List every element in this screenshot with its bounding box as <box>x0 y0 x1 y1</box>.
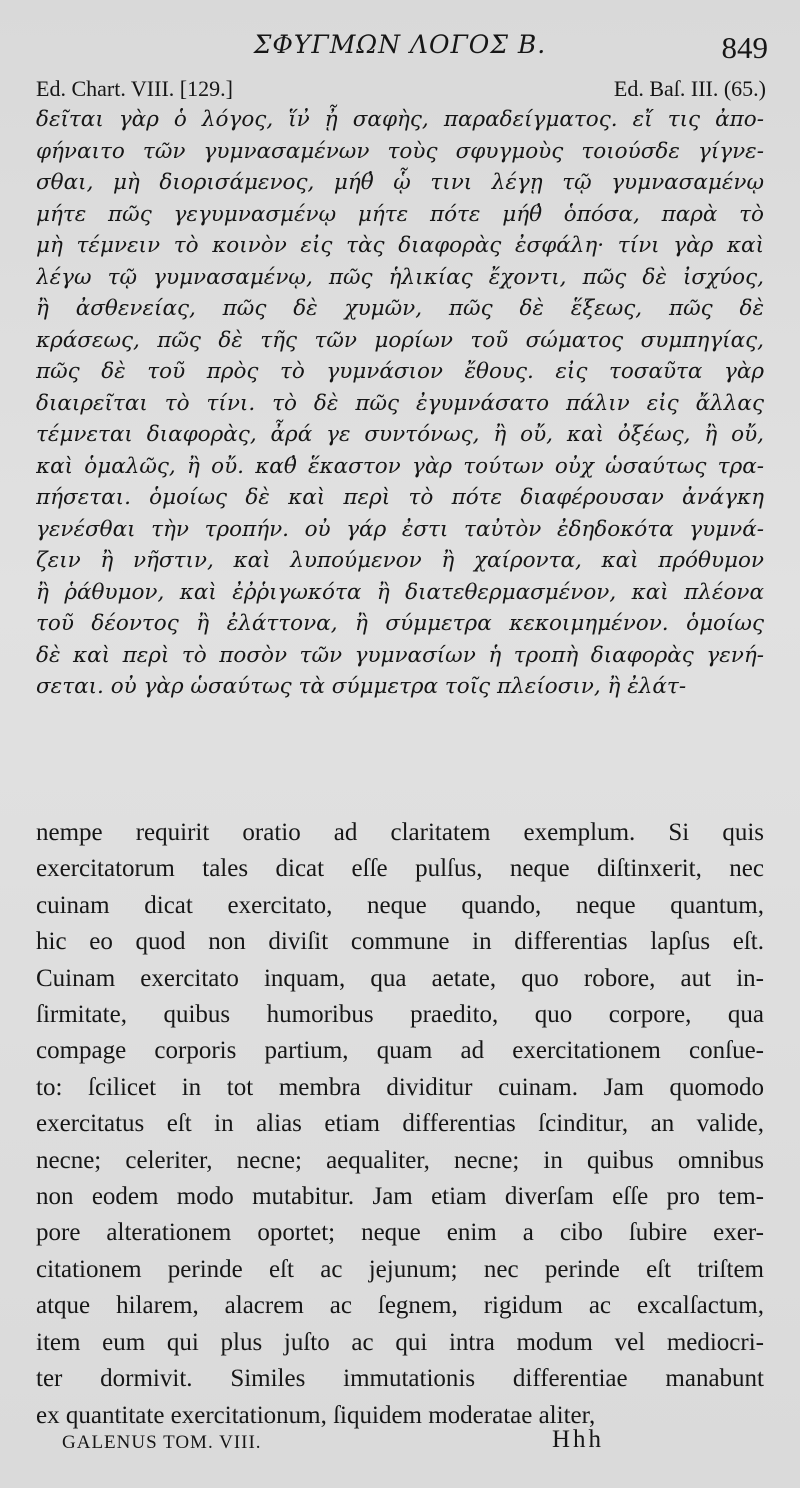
greek-text-line: πῶς δὲ τοῦ πρὸς τὸ γυμνάσιον ἔθους. εἰς τοσαῦτα γὰρ <box>36 359 764 384</box>
latin-text-line: nempe requirit oratio ad claritatem exemplum. Si quis <box>36 819 764 846</box>
greek-text-line: μήτε πῶς γεγυμνασμένῳ μήτε πότε μήθ̓ ὁπόσα, παρὰ τὸ <box>36 201 764 227</box>
greek-text-line: δεῖται γὰρ ὁ λόγος, ἵν̓ ᾖ σαφὴς, παραδείγματος. εἴ τις ἀπο- <box>36 107 764 132</box>
latin-text-line: citationem perinde eſt ac jejunum; nec perinde eſt triſtem <box>36 1255 764 1283</box>
latin-text-line: ter dormivit. Similes immutationis differentiae manabunt <box>36 1365 764 1393</box>
greek-text-line: ἢ ῥάθυμον, καὶ ἐῤῥιγωκότα ἢ διατεθερμασμένον, καὶ πλέονα <box>36 579 764 605</box>
greek-text-line: τοῦ δέοντος ἢ ἐλάττονα, ἢ σύμμετρα κεκοιμημένον. ὁμοίως <box>36 611 764 636</box>
latin-text-line: atque hilarem, alacrem ac ſegnem, rigidum ac excalſactum, <box>36 1292 764 1320</box>
edition-reference-left: Ed. Chart. VIII. [129.] <box>36 76 233 101</box>
greek-text-line: ζειν ἢ νῆστιν, καὶ λυπούμενον ἢ χαίροντα, καὶ πρόθυμον <box>36 548 764 573</box>
latin-text-line: to: ſcilicet in tot membra dividitur cuinam. Jam quomodo <box>36 1073 764 1101</box>
edition-reference-row <box>36 76 766 102</box>
page-number: 849 <box>721 30 768 65</box>
latin-text-line: hic eo quod non diviſit commune in differentias lapſus eſt. <box>36 928 764 956</box>
greek-text-line: μὴ τέμνειν τὸ κοινὸν εἰς τὰς διαφορὰς ἐσφάλη· τίνι γὰρ καὶ <box>36 233 764 258</box>
greek-text-line: γενέσθαι τὴν τροπήν. οὐ γάρ ἐστι ταὐτὸν ἐδηδοκότα γυμνά- <box>36 516 764 542</box>
greek-text-line: καὶ ὁμαλῶς, ἢ οὔ. καθ̓ ἕκαστον γὰρ τούτων οὐχ ὡσαύτως τρα- <box>36 453 764 479</box>
greek-text-line: διαιρεῖται τὸ τίνι. τὸ δὲ πῶς ἐγυμνάσατο πάλιν εἰς ἄλλας <box>36 390 764 416</box>
latin-text-line: item eum qui plus juſto ac qui intra modum vel mediocri- <box>36 1328 764 1356</box>
greek-text-line: κράσεως, πῶς δὲ τῆς τῶν μορίων τοῦ σώματος συμπηγίας, <box>36 327 764 353</box>
latin-text-line: cuinam dicat exercitato, neque quando, neque quantum, <box>36 891 764 919</box>
greek-text-block <box>36 104 764 703</box>
latin-text-line: ſirmitate, quibus humoribus praedito, quo corpore, qua <box>36 1001 764 1029</box>
edition-reference-right: Ed. Baſ. III. (65.) <box>613 76 766 101</box>
latin-text-line: exercitatus eſt in alias etiam differentias ſcinditur, an valide, <box>36 1110 764 1138</box>
footer-sheet-mark: Hhh <box>552 1426 605 1453</box>
greek-text-line: πήσεται. ὁμοίως δὲ καὶ περὶ τὸ πότε διαφέρουσαν ἀνάγκη <box>36 485 764 510</box>
greek-text-line: σεται. οὐ γὰρ ὡσαύτως τὰ σύμμετρα τοῖς πλείοσιν, ἢ ἐλάτ- <box>36 674 687 699</box>
latin-text-line: pore alterationem oportet; neque enim a cibo ſubire exer- <box>36 1219 764 1247</box>
latin-text-line: compage corporis partium, quam ad exercitationem conſue- <box>36 1037 764 1065</box>
greek-text-line: ἢ ἀσθενείας, πῶς δὲ χυμῶν, πῶς δὲ ἕξεως, πῶς δὲ <box>36 296 764 321</box>
latin-text-line: necne; celeriter, necne; aequaliter, necne; in quibus omnibus <box>36 1146 764 1174</box>
greek-text-line: τέμνεται διαφορὰς, ἆρά γε συντόνως, ἢ οὔ, καὶ ὀξέως, ἢ οὔ, <box>36 422 764 447</box>
running-title: ΣΦΥΓΜΩΝ ΛΟΓΟΣ Β. <box>253 30 547 59</box>
latin-text-block <box>36 815 764 1434</box>
latin-text-line: non eodem modo mutabitur. Jam etiam diverſam eſſe pro tem- <box>36 1183 764 1211</box>
latin-text-line: ex quantitate exercitationum, ſiquidem moderatae aliter, <box>36 1401 596 1429</box>
greek-text-line: σθαι, μὴ διορισάμενος, μήθ̓ ᾧ τινι λέγῃ τῷ γυμνασαμένῳ <box>36 170 764 195</box>
footer-signature: GALENUS TOM. VIII. <box>62 1432 262 1453</box>
latin-text-line: Cuinam exercitato inquam, qua aetate, quo robore, aut in- <box>36 964 764 992</box>
latin-text-line: exercitatorum tales dicat eſſe pulſus, neque diſtinxerit, nec <box>36 855 764 883</box>
greek-text-line: φήναιτο τῶν γυμνασαμένων τοὺς σφυγμοὺς τοιούσδε γίγνε- <box>36 138 764 164</box>
greek-text-line: λέγω τῷ γυμνασαμένῳ, πῶς ἡλικίας ἔχοντι, πῶς δὲ ἰσχύος, <box>36 264 764 290</box>
greek-text-line: δὲ καὶ περὶ τὸ ποσὸν τῶν γυμνασίων ἡ τροπὴ διαφορὰς γενή- <box>36 642 764 668</box>
